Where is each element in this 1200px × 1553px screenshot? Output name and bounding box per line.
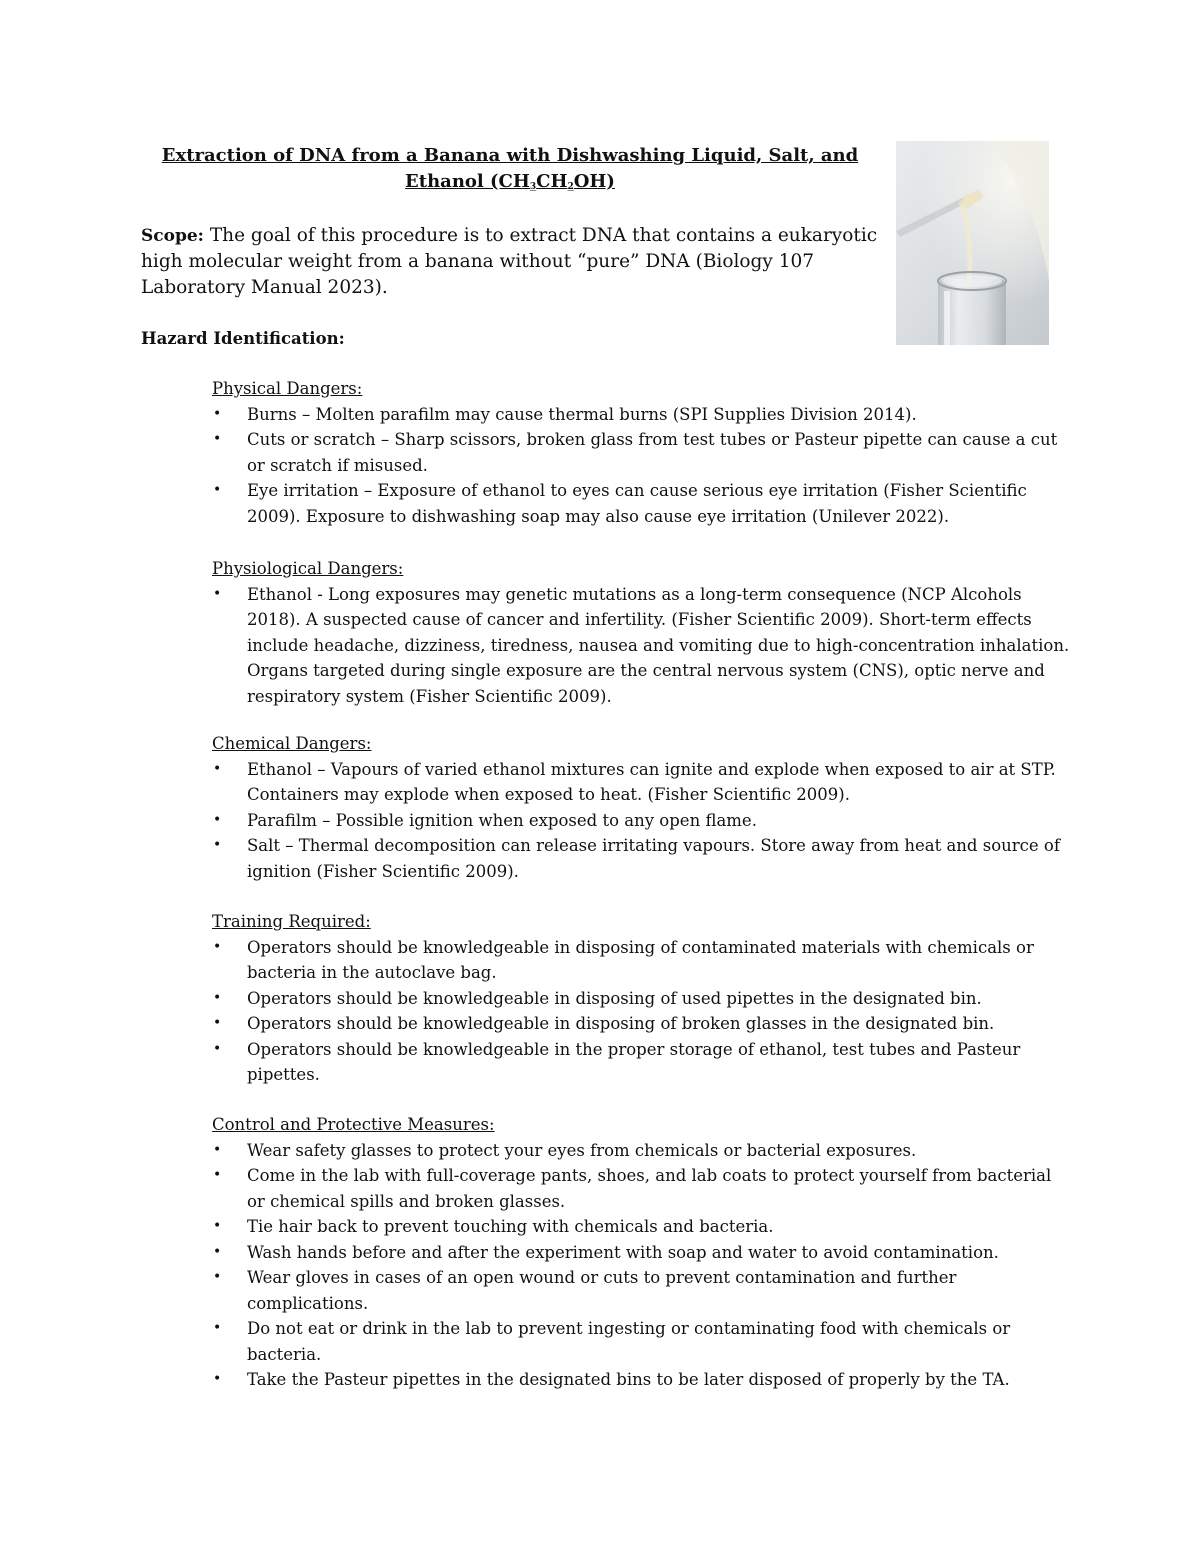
bullet-icon: • (213, 405, 222, 422)
bullet-icon: • (213, 760, 222, 777)
list-item: • Tie hair back to prevent touching with chemicals and bacteria. (212, 1214, 1072, 1240)
bullet-icon: • (213, 837, 222, 853)
bullet-icon: • (213, 811, 222, 828)
bullet-icon: • (213, 1320, 222, 1336)
list-item: • Operators should be knowledgeable in disposing of broken glasses in the designated bin. (212, 1011, 1072, 1037)
control-protective-measures-section (212, 1112, 1072, 1393)
list-item: • Salt – Thermal decomposition can release irritating vapours. Store away from heat and source of ignition (Fisher Scientific 2009). (212, 833, 1072, 884)
scope-label: Scope: (141, 226, 204, 246)
section-label: Physiological Dangers: (212, 559, 404, 578)
section-label: Physical Dangers: (212, 379, 363, 398)
title-line-2: Ethanol $(CH_3CH_2OH)$ (405, 171, 615, 192)
bullet-icon: • (213, 1243, 222, 1260)
list-item: • Operators should be knowledgeable in the proper storage of ethanol, test tubes and Pasteur pipettes. (212, 1037, 1072, 1088)
list-item: • Take the Pasteur pipettes in the designated bins to be later disposed of properly by the TA. (212, 1367, 1072, 1393)
list-item: • Wash hands before and after the experiment with soap and water to avoid contamination. (212, 1240, 1072, 1266)
chemical-dangers-list (212, 757, 1072, 885)
section-label: Control and Protective Measures: (212, 1115, 495, 1134)
pipette-test-tube-photo (896, 141, 1049, 345)
section-label: Chemical Dangers: (212, 734, 372, 753)
bullet-icon: • (213, 1269, 222, 1285)
list-item: • Cuts or scratch – Sharp scissors, broken glass from test tubes or Pasteur pipette can cause a cut or scratch if misused. (212, 427, 1072, 478)
control-protective-measures-list (212, 1138, 1072, 1393)
document-title (140, 143, 880, 200)
chemical-dangers-section (212, 731, 1072, 884)
list-item: • Operators should be knowledgeable in disposing of used pipettes in the designated bin. (212, 986, 1072, 1012)
bullet-icon: • (213, 1040, 222, 1057)
bullet-icon: • (213, 585, 222, 602)
bullet-icon: • (213, 482, 222, 498)
list-item: • Operators should be knowledgeable in disposing of contaminated materials with chemicals or bacteria in the autoclave bag. (212, 935, 1072, 986)
list-item: • Burns – Molten parafilm may cause thermal burns (SPI Supplies Division 2014). (212, 402, 1072, 428)
bullet-icon: • (213, 1218, 222, 1234)
list-item: • Ethanol - Long exposures may genetic mutations as a long-term consequence (NCP Alcohols 2018). A suspected cause of cancer and infertility. (Fisher Scientific 2009). Short-term effects include headache, dizziness, tiredness, nausea and vomiting due to high-concentration inhalation. Organs targeted during single exposure are the central nervous system (CNS), optic nerve and respiratory system (Fisher Scientific 2009). (212, 582, 1072, 710)
section-label: Training Required: (212, 912, 371, 931)
list-item: • Do not eat or drink in the lab to prevent ingesting or contaminating food with chemicals or bacteria. (212, 1316, 1072, 1367)
training-required-section (212, 909, 1072, 1088)
list-item: • Parafilm – Possible ignition when exposed to any open flame. (212, 808, 1072, 834)
hazard-identification-heading: Hazard Identification: (141, 329, 345, 348)
physiological-dangers-section (212, 556, 1072, 709)
bullet-icon: • (213, 431, 222, 447)
title-line-1: Extraction of DNA from a Banana with Dishwashing Liquid, Salt, and (161, 145, 859, 166)
bullet-icon: • (213, 938, 222, 955)
bullet-icon: • (213, 1141, 222, 1158)
bullet-icon: • (213, 1015, 222, 1031)
bullet-icon: • (213, 1371, 222, 1387)
physical-dangers-list (212, 402, 1072, 530)
list-item: • Ethanol – Vapours of varied ethanol mixtures can ignite and explode when exposed to air at STP. Containers may explode when exposed to heat. (Fisher Scientific 2009). (212, 757, 1072, 808)
list-item: • Wear safety glasses to protect your eyes from chemicals or bacterial exposures. (212, 1138, 1072, 1164)
list-item: • Come in the lab with full-coverage pants, shoes, and lab coats to protect yourself from bacterial or chemical spills and broken glasses. (212, 1163, 1072, 1214)
physical-dangers-section (212, 376, 1072, 529)
training-required-list (212, 935, 1072, 1088)
list-item: • Wear gloves in cases of an open wound or cuts to prevent contamination and further complications. (212, 1265, 1072, 1316)
scope-paragraph (141, 223, 886, 301)
physiological-dangers-list (212, 582, 1072, 710)
scope-text: The goal of this procedure is to extract DNA that contains a eukaryotic high molecular weight from a banana without “pure” DNA (Biology 107 Laboratory Manual 2023). (141, 225, 878, 298)
bullet-icon: • (213, 989, 222, 1006)
bullet-icon: • (213, 1167, 222, 1183)
list-item: • Eye irritation – Exposure of ethanol to eyes can cause serious eye irritation (Fisher Scientific 2009). Exposure to dishwashing soap may also cause eye irritation (Unilever 2022). (212, 478, 1072, 529)
